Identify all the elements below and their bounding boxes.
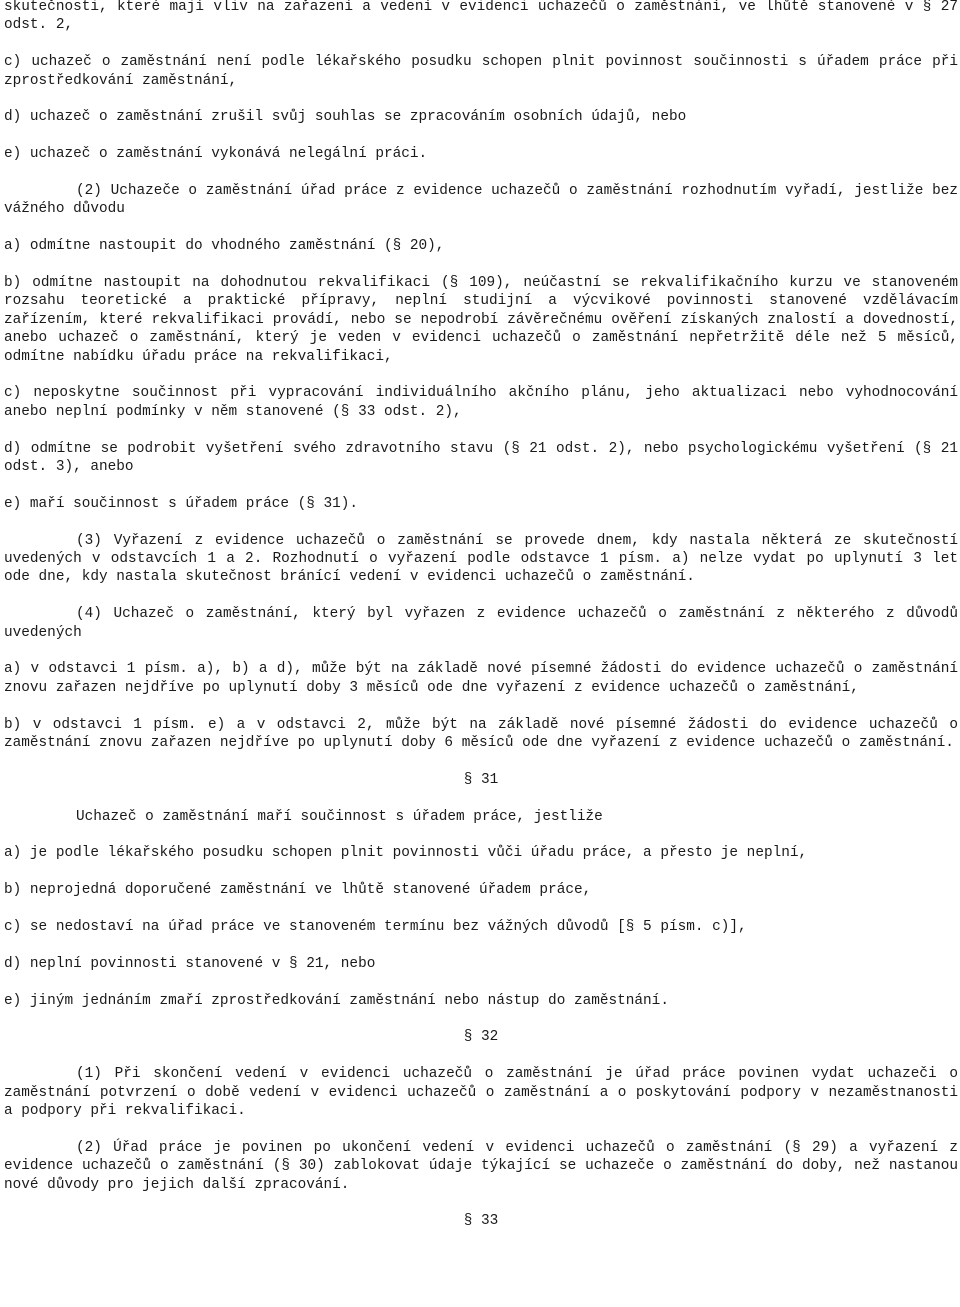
paragraph-4: (4) Uchazeč o zaměstnání, který byl vyřazen z evidence uchazečů o zaměstnání z některého z důvodů uvedených	[4, 606, 958, 641]
section-heading-31: § 31	[463, 771, 499, 788]
document-page	[4, 0, 958, 1249]
list-item-d: d) neplní povinnosti stanovené v § 21, nebo	[4, 955, 376, 972]
list-item-a: a) je podle lékařského posudku schopen plnit povinnosti vůči úřadu práce, a přesto je neplní,	[4, 845, 808, 862]
list-item-e: e) maří součinnost s úřadem práce (§ 31).	[4, 495, 359, 512]
section-heading-33: § 33	[463, 1213, 499, 1230]
list-item-c: c) se nedostaví na úřad práce ve stanoveném termínu bez vážných důvodů [§ 5 písm. c)],	[4, 919, 747, 936]
list-item-c: c) neposkytne součinnost při vypracování individuálního akčního plánu, jeho aktualizaci nebo vyhodnocování anebo neplní podmínky v něm stanovené (§ 33 odst. 2),	[4, 385, 958, 420]
list-item-d: d) uchazeč o zaměstnání zrušil svůj souhlas se zpracováním osobních údajů, nebo	[4, 109, 687, 126]
paragraph-continuation: skutečnosti, které mají vliv na zařazení a vedení v evidenci uchazečů o zaměstnání, ve lhůtě stanovené v § 27 odst. 2,	[4, 0, 958, 34]
section-32-paragraph-1: (1) Při skončení vedení v evidenci uchazečů o zaměstnání je úřad práce povinen vydat uchazeči o zaměstnání potvrzení o době vedení v evidenci uchazečů o zaměstnání a o poskytování podpory v nezaměstnanosti a podpory při rekvalifikaci.	[4, 1066, 958, 1120]
section-31-intro: Uchazeč o zaměstnání maří součinnost s úřadem práce, jestliže	[76, 808, 603, 825]
section-heading-32: § 32	[463, 1029, 499, 1046]
list-item-b: b) odmítne nastoupit na dohodnutou rekvalifikaci (§ 109), neúčastní se rekvalifikačního kurzu ve stanoveném rozsahu teoretické a praktické přípravy, neplní studijní a výcvikové povinnosti stanovené vzdělávacím zařízením, které rekvalifikaci provádí, nebo se nepodrobí závěrečnému ověření získaných znalostí a dovedností, anebo uchazeč o zaměstnání, který je veden v evidenci uchazečů o zaměstnání nepřetržitě déle než 5 měsíců, odmítne nabídku úřadu práce na rekvalifikaci,	[4, 275, 958, 365]
section-32-paragraph-2: (2) Úřad práce je povinen po ukončení vedení v evidenci uchazečů o zaměstnání (§ 29) a vyřazení z evidence uchazečů o zaměstnání (§ 30) zablokovat údaje týkající se uchazeče o zaměstnání do doby, než nastanou nové důvody pro jejich další zpracování.	[4, 1139, 958, 1193]
list-item-c: c) uchazeč o zaměstnání není podle lékařského posudku schopen plnit povinnost součinnosti s úřadem práce při zprostředkování zaměstnání,	[4, 54, 958, 89]
list-item-a: a) v odstavci 1 písm. a), b) a d), může být na základě nové písemné žádosti do evidence uchazečů o zaměstnání znovu zařazen nejdříve po uplynutí doby 3 měsíců ode dne vyřazení z evidence uchazečů o zaměstnání,	[4, 661, 958, 696]
paragraph-2: (2) Uchazeče o zaměstnání úřad práce z evidence uchazečů o zaměstnání rozhodnutím vyřadí, jestliže bez vážného důvodu	[4, 183, 958, 218]
list-item-e: e) jiným jednáním zmaří zprostředkování zaměstnání nebo nástup do zaměstnání.	[4, 992, 669, 1009]
paragraph-3: (3) Vyřazení z evidence uchazečů o zaměstnání se provede dnem, kdy nastala některá ze skutečností uvedených v odstavcích 1 a 2. Rozhodnutí o vyřazení podle odstavce 1 písm. a) nelze vydat po uplynutí 3 let ode dne, kdy nastala skutečnost bránící vedení v evidenci uchazečů o zaměstnání.	[4, 532, 958, 586]
list-item-d: d) odmítne se podrobit vyšetření svého zdravotního stavu (§ 21 odst. 2), nebo psychologickému vyšetření (§ 21 odst. 3), anebo	[4, 440, 958, 476]
list-item-b: b) v odstavci 1 písm. e) a v odstavci 2, může být na základě nové písemné žádosti do evidence uchazečů o zaměstnání znovu zařazen nejdříve po uplynutí doby 6 měsíců ode dne vyřazení z evidence uchazečů o zaměstnání.	[4, 716, 958, 752]
list-item-e: e) uchazeč o zaměstnání vykonává nelegální práci.	[4, 146, 428, 163]
list-item-a: a) odmítne nastoupit do vhodného zaměstnání (§ 20),	[4, 238, 445, 255]
list-item-b: b) neprojedná doporučené zaměstnání ve lhůtě stanovené úřadem práce,	[4, 882, 592, 899]
